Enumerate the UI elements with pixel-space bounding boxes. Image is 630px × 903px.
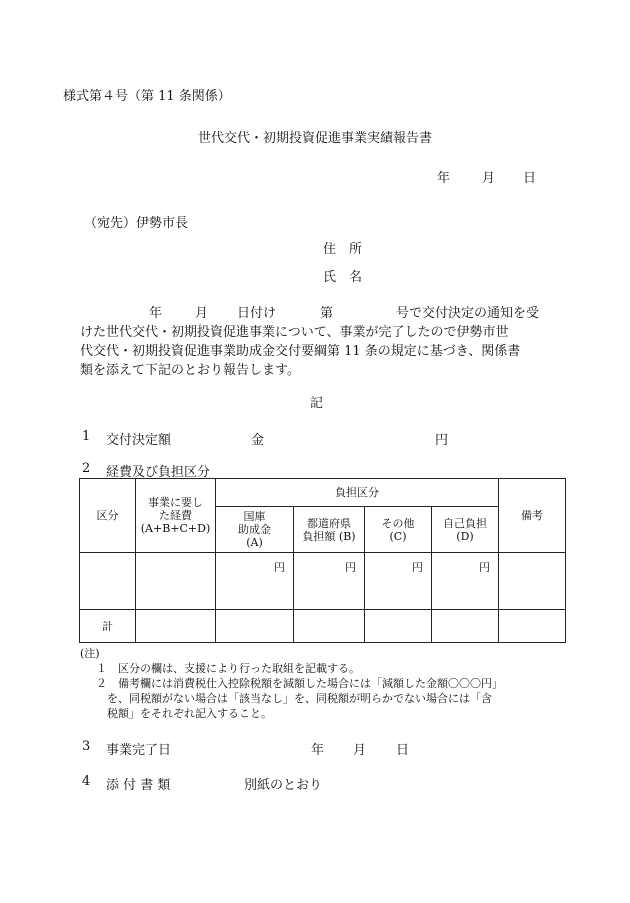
date-day-label: 日 [523, 171, 537, 186]
body-dai: 第 [320, 306, 334, 321]
table-total-row [80, 610, 566, 643]
item3-number: 3 [82, 739, 91, 754]
table-row [80, 553, 566, 610]
cell-pref[interactable]: 円 [294, 553, 365, 610]
total-biko[interactable] [499, 610, 566, 643]
header-kokko-line2: 助成金 [238, 523, 271, 536]
cell-expense[interactable] [136, 553, 216, 610]
header-pref-line1: 都道府県 [307, 516, 351, 530]
cell-other[interactable]: 円 [365, 553, 432, 610]
note-2-line2: を、同税額がない場合は「該当なし」を、同税額が明らかでない場合には「含 [107, 692, 492, 705]
item3-day: 日 [396, 743, 410, 758]
body-line1-rest: 号で交付決定の通知を受 [396, 306, 540, 321]
header-biko: 備考 [499, 479, 566, 553]
header-pref [294, 507, 365, 553]
item4-number: 4 [82, 774, 91, 789]
header-kokko-line1: 国庫 [243, 510, 266, 523]
body-line-3: 代交代・初期投資促進事業助成金交付要綱第 11 条の規定に基づき、関係書 [80, 344, 521, 359]
header-other [365, 507, 432, 553]
header-other-line1: その他 [381, 516, 415, 530]
name-label: 氏 名 [323, 270, 363, 285]
header-other-line2: (C) [389, 529, 407, 543]
notes-header: (注) [80, 647, 100, 660]
header-self [432, 507, 499, 553]
cell-self[interactable]: 円 [432, 553, 499, 610]
item4-label: 添 付 書 類 [106, 778, 171, 793]
body-day-tsuke: 日付け [237, 306, 277, 321]
ki-label: 記 [310, 396, 324, 411]
total-kokko[interactable] [216, 610, 294, 643]
header-expense-line1: 事業に要し [148, 496, 203, 509]
note-1: １ 区分の欄は、支援により行った取組を記載する。 [96, 662, 360, 675]
header-self-line1: 自己負担 [443, 516, 487, 530]
item2-number: 2 [82, 461, 91, 476]
item3-label: 事業完了日 [106, 743, 172, 758]
body-paragraph [80, 304, 550, 380]
expense-table [79, 478, 566, 643]
header-expense [136, 479, 216, 553]
body-line-4: 類を添えて下記のとおり報告します。 [80, 363, 300, 378]
page-title: 世代交代・初期投資促進事業実績報告書 [197, 131, 432, 146]
body-month: 月 [195, 306, 209, 321]
total-label: 計 [80, 610, 136, 643]
total-expense[interactable] [136, 610, 216, 643]
body-year: 年 [149, 306, 163, 321]
header-pref-line2: 負担額 (B) [302, 529, 356, 543]
item2-label: 経費及び負担区分 [106, 465, 211, 480]
item1-label: 交付決定額 [106, 433, 172, 448]
item1-yen: 円 [435, 433, 449, 448]
header-kokko-line3: (A) [246, 536, 263, 549]
body-line-1 [80, 304, 550, 323]
header-expense-line2: た経費 [159, 509, 192, 522]
total-other[interactable] [365, 610, 432, 643]
header-kubun: 区分 [80, 479, 136, 553]
item1-kin: 金 [251, 433, 265, 448]
item4-value: 別紙のとおり [244, 778, 323, 793]
header-expense-line3: (A+B+C+D) [140, 522, 211, 535]
body-line-2: けた世代交代・初期投資促進事業について、事業が完了したので伊勢市世 [80, 325, 509, 340]
address-label: 住 所 [323, 242, 363, 257]
cell-kubun[interactable] [80, 553, 136, 610]
item1-number: 1 [82, 429, 91, 444]
header-kokko [216, 507, 294, 553]
date-month-label: 月 [482, 171, 496, 186]
addressee: （宛先）伊勢市長 [84, 216, 189, 231]
item3-month: 月 [353, 743, 367, 758]
total-self[interactable] [432, 610, 499, 643]
item3-year: 年 [311, 743, 325, 758]
date-year-label: 年 [437, 171, 451, 186]
header-self-line2: (D) [456, 529, 474, 543]
cell-kokko[interactable]: 円 [216, 553, 294, 610]
note-2-line3: 税額」をそれぞれ記入すること。 [107, 707, 272, 720]
form-number: 様式第４号（第 11 条関係） [63, 89, 231, 104]
header-burden-group: 負担区分 [216, 479, 499, 507]
cell-biko[interactable] [499, 553, 566, 610]
note-2-line1: ２ 備考欄には消費税仕入控除税額を減額した場合には「減額した金額〇〇〇円」 [96, 677, 503, 690]
total-pref[interactable] [294, 610, 365, 643]
